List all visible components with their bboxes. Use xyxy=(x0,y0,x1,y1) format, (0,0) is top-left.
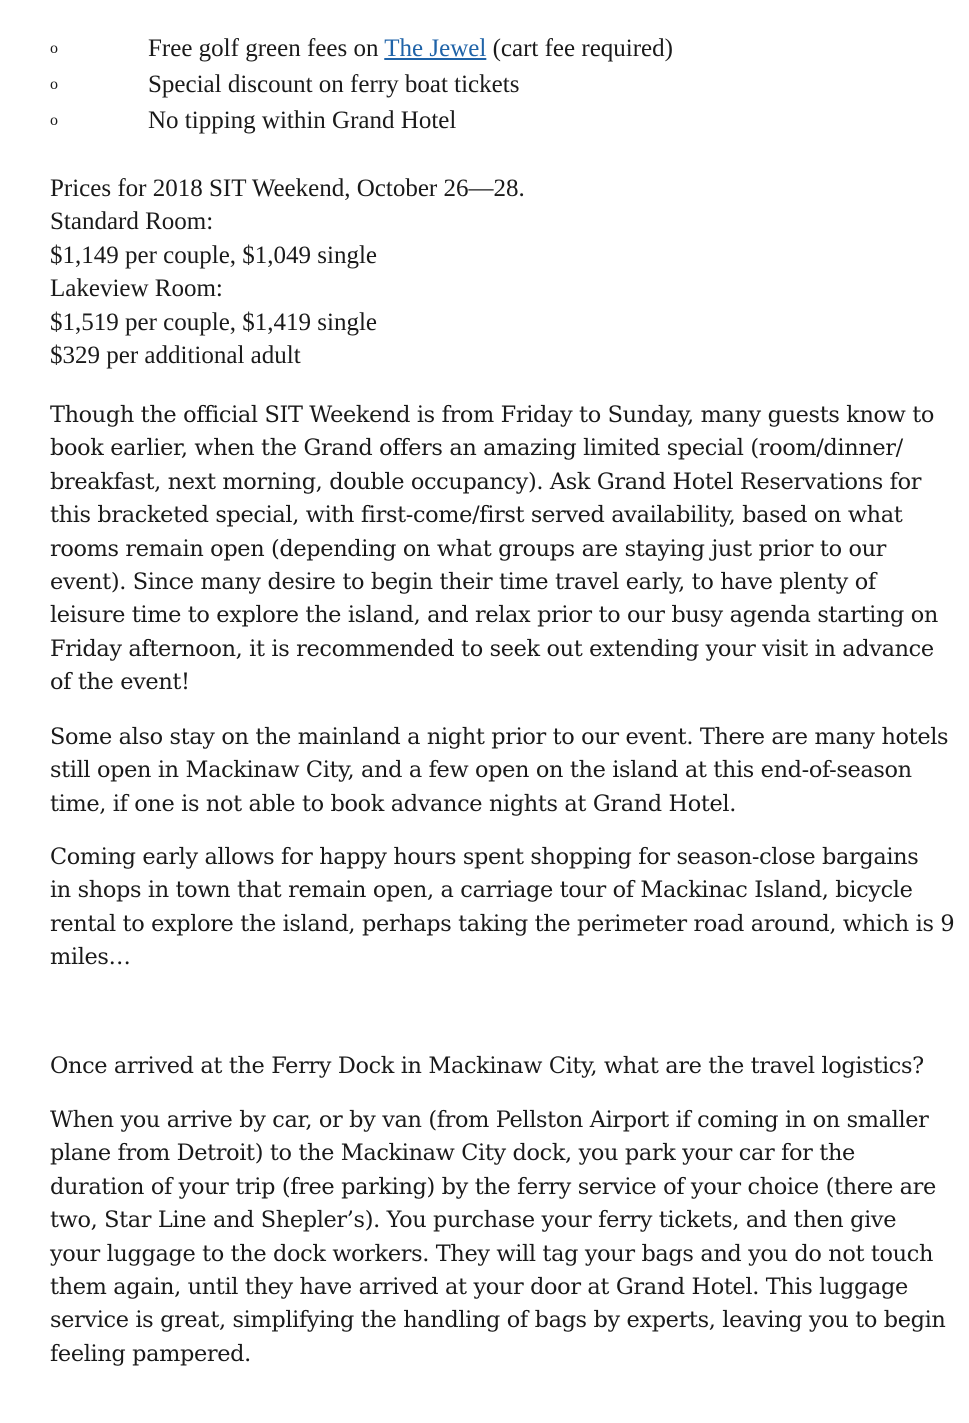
text-line: of the event! xyxy=(50,669,190,696)
text-line: rental to explore the island, perhaps taking the perimeter road around, which is 9 xyxy=(50,910,955,937)
perks-list xyxy=(0,31,969,139)
text-line: Friday afternoon, it is recommended to seek out extending your visit in advance xyxy=(50,635,934,662)
additional-adult-price: $329 per additional adult xyxy=(50,341,301,369)
paragraph-mainland-stay xyxy=(50,721,955,821)
text-line: time, if one is not able to book advance nights at Grand Hotel. xyxy=(50,790,736,817)
text-line: two, Star Line and Shepler’s). You purchase your ferry tickets, and then give xyxy=(50,1207,897,1234)
list-item-text: No tipping within Grand Hotel xyxy=(148,107,457,134)
bullet-marker: o xyxy=(50,40,58,57)
the-jewel-link[interactable]: The Jewel xyxy=(384,35,487,62)
text-line: When you arrive by car, or by van (from Pellston Airport if coming in on smaller xyxy=(50,1107,929,1133)
prices-heading: Prices for 2018 SIT Weekend, October 26—28. xyxy=(50,175,525,202)
text-line: book earlier, when the Grand offers an amazing limited special (room/dinner/ xyxy=(50,435,903,462)
text-line: duration of your trip (free parking) by the ferry service of your choice (there are xyxy=(50,1173,936,1200)
standard-room-label: Standard Room: xyxy=(50,208,214,236)
list-item-text-before: Free golf green fees on xyxy=(148,35,385,62)
text-line: them again, until they have arrived at your door at Grand Hotel. This luggage xyxy=(50,1274,908,1301)
bullet-marker: o xyxy=(50,112,58,129)
text-line: plane from Detroit) to the Mackinaw City dock, you park your car for the xyxy=(50,1140,855,1167)
text-line: miles… xyxy=(50,944,131,971)
text-line: this bracketed special, with first-come/first served availability, based on what xyxy=(50,502,903,529)
lakeview-room-label: Lakeview Room: xyxy=(50,275,223,303)
text-line: Once arrived at the Ferry Dock in Mackinaw City, what are the travel logistics? xyxy=(50,1053,924,1079)
prices-block xyxy=(50,172,950,372)
text-line: in shops in town that remain open, a carriage tour of Mackinac Island, bicycle xyxy=(50,877,913,904)
paragraph-early-booking xyxy=(50,399,955,700)
list-item-text: Special discount on ferry boat tickets xyxy=(148,71,520,98)
paragraph-arrival-details xyxy=(50,1104,955,1371)
standard-room-price: $1,149 per couple, $1,049 single xyxy=(50,241,378,269)
list-item xyxy=(0,67,969,103)
text-line: still open in Mackinaw City, and a few open on the island at this end-of-season xyxy=(50,757,912,784)
text-line: Coming early allows for happy hours spent shopping for season-close bargains xyxy=(50,844,919,870)
text-line: event). Since many desire to begin their time travel early, to have plenty of xyxy=(50,569,876,596)
text-line: leisure time to explore the island, and relax prior to our busy agenda starting on xyxy=(50,602,938,629)
text-line: service is great, simplifying the handling of bags by experts, leaving you to begin xyxy=(50,1307,946,1334)
text-line: feeling pampered. xyxy=(50,1340,251,1367)
text-line: your luggage to the dock workers. They will tag your bags and you do not touch xyxy=(50,1240,934,1267)
lakeview-room-price: $1,519 per couple, $1,419 single xyxy=(50,308,378,336)
text-line: Some also stay on the mainland a night prior to our event. There are many hotels xyxy=(50,724,949,750)
text-line: rooms remain open (depending on what groups are staying just prior to our xyxy=(50,535,887,562)
paragraph-travel-logistics-question xyxy=(50,1050,955,1083)
text-line: breakfast, next morning, double occupancy). Ask Grand Hotel Reservations for xyxy=(50,468,922,495)
list-item xyxy=(0,103,969,139)
list-item-text xyxy=(148,31,673,67)
text-line: Though the official SIT Weekend is from Friday to Sunday, many guests know to xyxy=(50,402,935,428)
list-item xyxy=(0,31,969,67)
paragraph-coming-early xyxy=(50,841,955,975)
list-item-text-after: (cart fee required) xyxy=(486,35,673,62)
bullet-marker: o xyxy=(50,76,58,93)
